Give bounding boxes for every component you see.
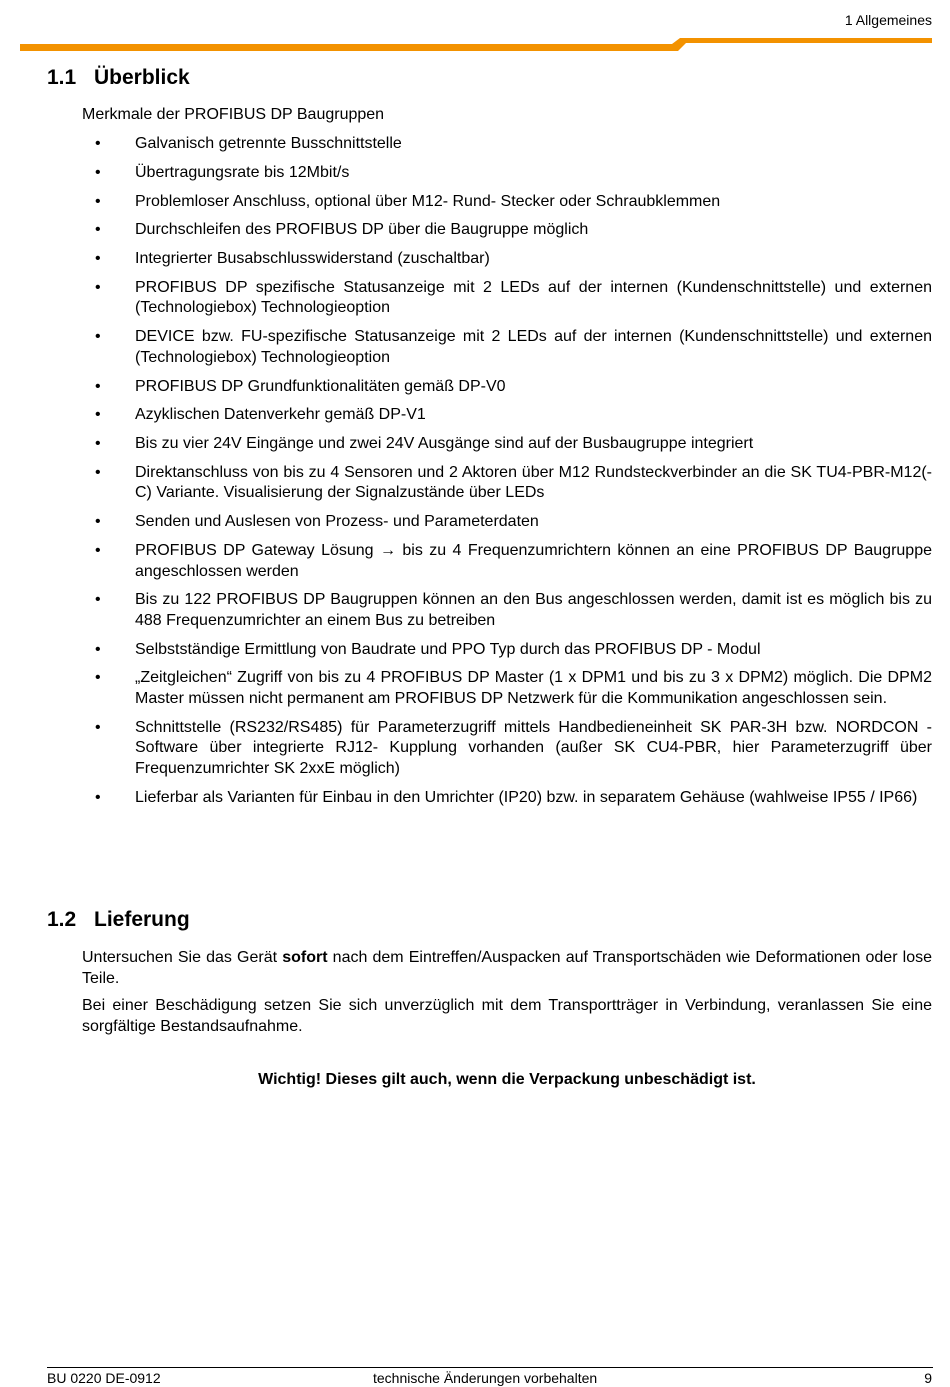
feature-text: Problemloser Anschluss, optional über M12- Rund- Stecker oder Schraubklemmen [135, 192, 721, 210]
feature-text: DEVICE bzw. FU-spezifische Statusanzeige mit 2 LEDs auf der internen (Kundenschnittstelle) und externen (Technologiebox) Technologieoption [135, 328, 932, 366]
feature-list-item [82, 434, 932, 455]
section-heading-overview [47, 66, 190, 90]
feature-list-item [82, 405, 932, 426]
bullet-icon: • [95, 640, 101, 658]
feature-text: Senden und Auslesen von Prozess- und Parameterdaten [135, 513, 539, 531]
running-header: 1 Allgemeines [844, 12, 932, 28]
feature-list-item [82, 640, 932, 661]
feature-text: PROFIBUS DP Gateway Lösung → bis zu 4 Frequenzumrichtern können an eine PROFIBUS DP Baugruppe angeschlossen werden [135, 542, 932, 580]
bullet-icon: • [95, 250, 101, 268]
feature-text: Direktanschluss von bis zu 4 Sensoren und 2 Aktoren über M12 Rundsteckverbinder an die SK TU4-PBR-M12(-C) Variante. Visualisierung der Signalzustände über LEDs [135, 463, 932, 502]
important-notice: Wichtig! Dieses gilt auch, wenn die Verpackung unbeschädigt ist. [258, 1071, 756, 1088]
feature-list-item [82, 192, 932, 213]
bullet-icon: • [95, 135, 101, 152]
feature-text: Lieferbar als Varianten für Einbau in den Umrichter (IP20) bzw. in separatem Gehäuse (wahlweise IP55 / IP66) [135, 788, 918, 806]
feature-text: Azyklischen Datenverkehr gemäß DP-V1 [135, 406, 426, 424]
bullet-icon: • [95, 406, 101, 424]
section-number: 1.1 [47, 66, 77, 89]
feature-list-item [82, 512, 932, 533]
section-title: Lieferung [94, 908, 190, 931]
feature-text: Schnittstelle (RS232/RS485) für Parameterzugriff mittels Handbedieneinheit SK PAR-3H bzw. NORDCON - Software über integrierte RJ12- Kupplung vorhanden (außer SK CU4-PBR, hier Parameterzugriff über Frequenzumrichter SK 2xxE möglich) [135, 718, 932, 777]
section-title: Überblick [94, 66, 190, 89]
delivery-paragraph-1 [82, 948, 932, 989]
bullet-icon: • [95, 542, 101, 560]
bullet-icon: • [95, 788, 101, 806]
feature-list-item [82, 668, 932, 709]
feature-text: PROFIBUS DP Grundfunktionalitäten gemäß DP-V0 [135, 377, 506, 395]
feature-list-item [82, 134, 932, 155]
feature-list-item [82, 163, 932, 184]
feature-text: Galvanisch getrennte Busschnittstelle [135, 135, 402, 152]
feature-list-item [82, 590, 932, 631]
section-heading-delivery [47, 908, 190, 932]
bullet-icon: • [95, 435, 101, 453]
feature-list-item [82, 278, 932, 319]
feature-text: Übertragungsrate bis 12Mbit/s [135, 163, 350, 181]
bullet-icon: • [95, 591, 101, 609]
section-number: 1.2 [47, 908, 77, 931]
feature-list-item [82, 249, 932, 270]
bullet-icon: • [95, 192, 101, 210]
feature-list-item [82, 220, 932, 241]
feature-text: „Zeitgleichen“ Zugriff von bis zu 4 PROFIBUS DP Master (1 x DPM1 und bis zu 3 x DPM2) möglich. Die DPM2 Master müssen nicht permanent am PROFIBUS DP Netzwerk für die Kommunikation angeschlossen sein. [135, 669, 932, 707]
feature-list-item [82, 788, 932, 809]
feature-list [82, 134, 932, 816]
delivery-paragraph-2: Bei einer Beschädigung setzen Sie sich unverzüglich mit dem Transportträger in Verbindung, veranlassen Sie eine sorgfältige Bestandsaufnahme. [82, 997, 932, 1035]
bullet-icon: • [95, 328, 101, 346]
footer-rule [47, 1367, 933, 1368]
feature-list-item [82, 463, 932, 504]
footer-page-number: 9 [924, 1370, 932, 1386]
emphasis-text: sofort [282, 949, 328, 966]
bullet-icon: • [95, 513, 101, 531]
feature-text: Bis zu vier 24V Eingänge und zwei 24V Ausgänge sind auf der Busbaugruppe integriert [135, 435, 754, 453]
bullet-icon: • [95, 278, 101, 296]
feature-text: Selbstständige Ermittlung von Baudrate und PPO Typ durch das PROFIBUS DP - Modul [135, 640, 761, 658]
feature-list-item [82, 718, 932, 780]
para-text: nach dem Eintreffen/Auspacken auf Transportschäden wie Deformationen oder lose Teile. [82, 949, 933, 987]
feature-list-item [82, 377, 932, 398]
bullet-icon: • [95, 163, 101, 181]
footer-notice: technische Änderungen vorbehalten [373, 1370, 598, 1386]
header-accent-bar [20, 38, 932, 56]
feature-text: PROFIBUS DP spezifische Statusanzeige mit 2 LEDs auf der internen (Kundenschnittstelle) und externen (Technologiebox) Technologieoption [135, 278, 932, 317]
bullet-icon: • [95, 669, 101, 687]
feature-text: Bis zu 122 PROFIBUS DP Baugruppen können an den Bus angeschlossen werden, damit ist es möglich bis zu 488 Frequenzumrichter an einem Bus zu betreiben [135, 591, 932, 629]
bullet-icon: • [95, 718, 101, 736]
bullet-icon: • [95, 463, 101, 481]
footer-doc-id: BU 0220 DE-0912 [47, 1370, 161, 1386]
feature-list-item [82, 541, 932, 582]
para-text: Untersuchen Sie das Gerät [82, 949, 283, 966]
feature-text: Integrierter Busabschlusswiderstand (zuschaltbar) [135, 250, 490, 268]
feature-text: Durchschleifen des PROFIBUS DP über die Baugruppe möglich [135, 221, 589, 239]
bullet-icon: • [95, 377, 101, 395]
feature-list-item [82, 327, 932, 368]
bullet-icon: • [95, 221, 101, 239]
accent-bar-shape [20, 38, 932, 51]
features-intro: Merkmale der PROFIBUS DP Baugruppen [82, 106, 385, 123]
